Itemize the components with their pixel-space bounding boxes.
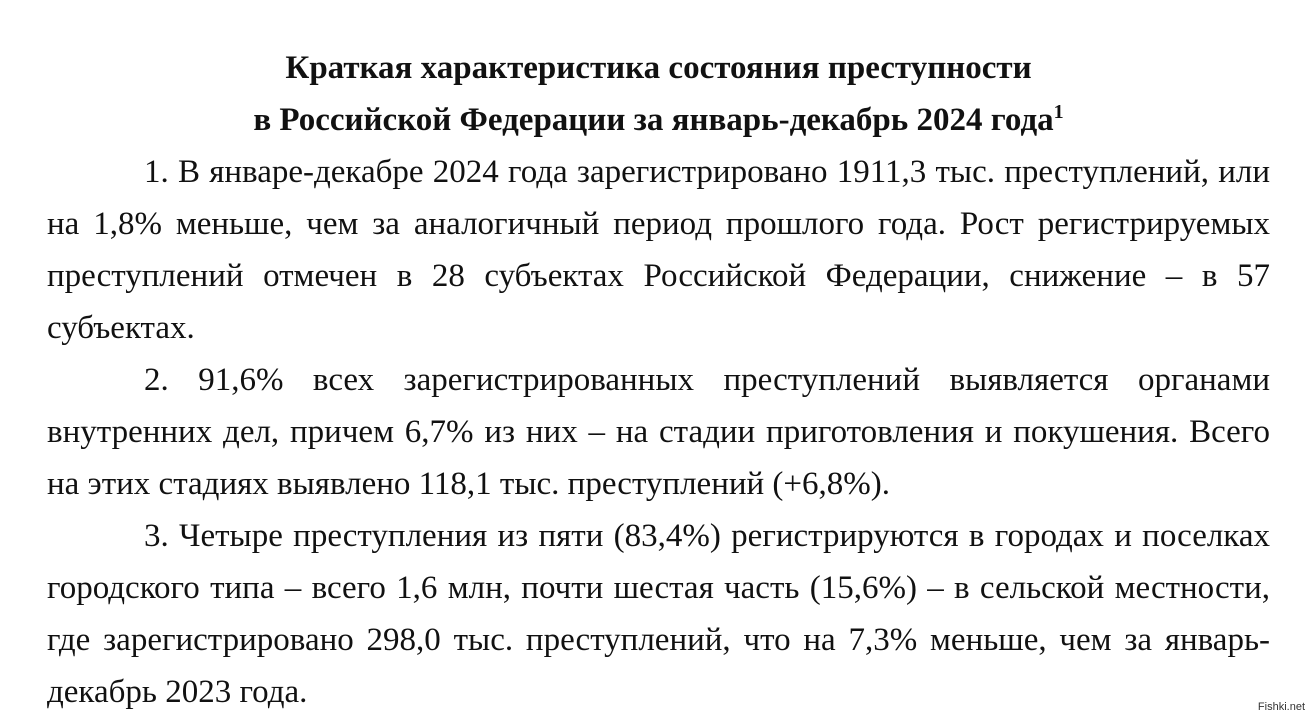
paragraph-1: 1. В январе-декабре 2024 года зарегистрировано 1911,3 тыс. преступлений, или на 1,8% меньше, чем за аналогичный период прошлого года. Рост регистрируемых преступлений отмечен в 28 субъектах Российской Федерации, снижение – в 57 субъектах. (47, 154, 1270, 346)
watermark-text: Fishki.net (1257, 701, 1305, 713)
document-title (47, 42, 1270, 146)
document-page (47, 42, 1270, 718)
paragraph-2: 2. 91,6% всех зарегистрированных преступлений выявляется органами внутренних дел, причем 6,7% из них – на стадии приготовления и покушения. Всего на этих стадиях выявлено 118,1 тыс. преступлений (+6,8%). (47, 362, 1270, 502)
title-line-2: в Российской Федерации за январь-декабрь 2024 года (253, 102, 1054, 138)
paragraph-3: 3. Четыре преступления из пяти (83,4%) регистрируются в городах и поселках городского типа – всего 1,6 млн, почти шестая часть (15,6%) – в сельской местности, где зарегистрировано 298,0 тыс. преступлений, что на 7,3% меньше, чем за январь-декабрь 2023 года. (47, 518, 1270, 710)
title-line-1: Краткая характеристика состояния преступности (285, 50, 1032, 86)
title-footnote-mark: 1 (1053, 101, 1064, 123)
